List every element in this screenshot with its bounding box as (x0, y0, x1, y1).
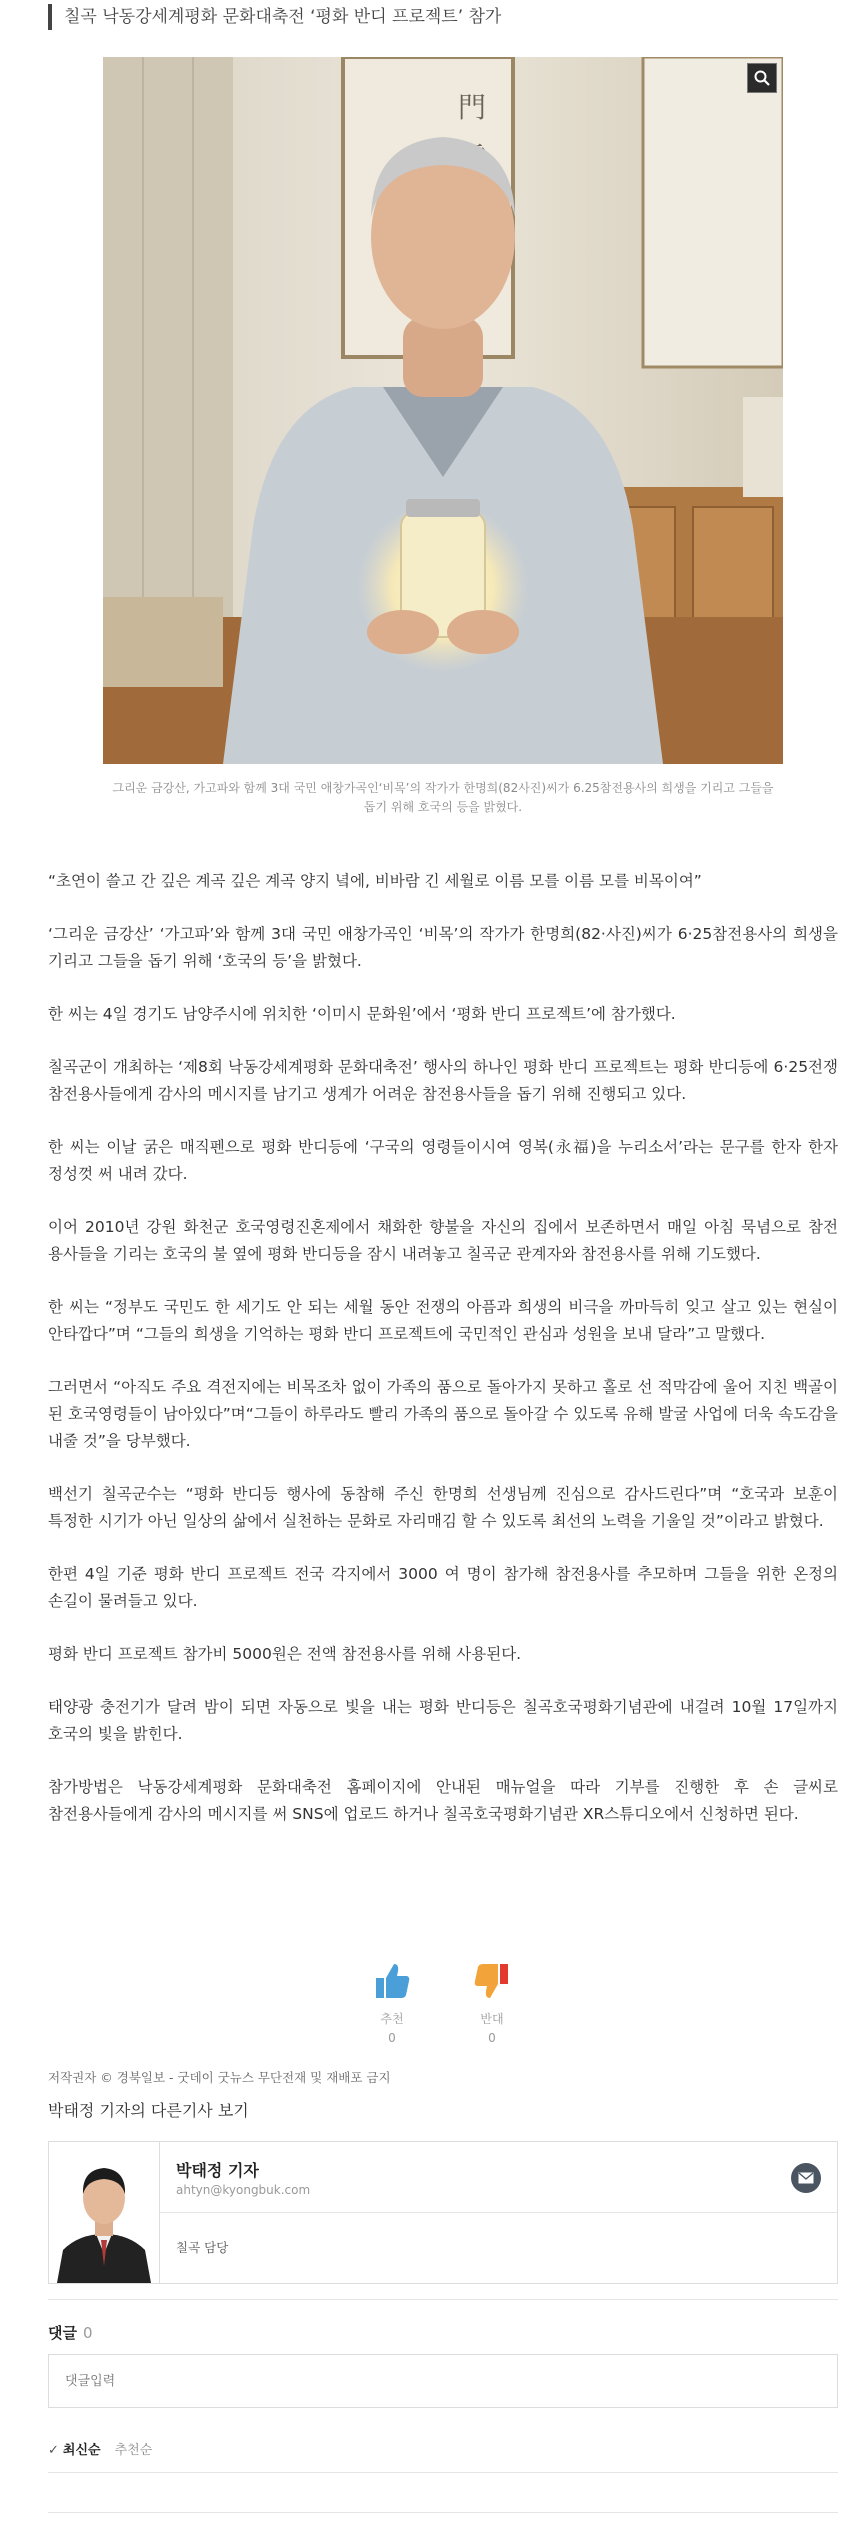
article-paragraph: 한 씨는 “정부도 국민도 한 세기도 안 되는 세월 동안 전쟁의 아픔과 희생의 비극을 까마득히 잊고 살고 있는 현실이 안타깝다”며 “그들의 희생을 기억하는 평화 반디 프로젝트에 국민적인 관심과 성원을 보내 달라”고 말했다. (48, 1298, 838, 1343)
comment-input[interactable] (48, 2354, 838, 2408)
article-paragraph: ‘그리운 금강산’ ‘가고파’와 함께 3대 국민 애창가곡인 ‘비목’의 작가가 한명희(82·사진)씨가 6·25참전용사의 희생을 기리고 그들을 돕기 위해 ‘호국의 등’을 밝혔다. (48, 925, 838, 970)
article-paragraph: 한편 4일 기준 평화 반디 프로젝트 전국 각지에서 3000 여 명이 참가해 참전용사를 추모하며 그들을 위한 온정의 손길이 물려들고 있다. (48, 1565, 838, 1610)
reporter-portrait-image (49, 2142, 159, 2283)
oppose-count: 0 (488, 2031, 496, 2045)
comments-title: 댓글 (48, 2324, 77, 2342)
reporter-name: 박태정 기자 (176, 2161, 259, 2180)
photo-illustration (103, 57, 783, 764)
copyright-notice: 저작권자 © 경북일보 - 굿데이 굿뉴스 무단전재 및 재배포 금지 (48, 2070, 391, 2085)
thumbs-up-icon (372, 1962, 412, 2000)
reporter-email: ahtyn@kyongbuk.com (176, 2183, 311, 2197)
article-paragraph: 그러면서 “아직도 주요 격전지에는 비목조차 없이 가족의 품으로 돌아가지 못하고 홀로 선 적막감에 울어 지친 백골이 된 호국영령들이 남아있다”며“그들이 하루라도 빨리 가족의 품으로 돌아갈 수 있도록 유해 발굴 사업에 더욱 속도감을 내줄 것”을 당부했다. (48, 1378, 838, 1450)
reporter-card (48, 2141, 838, 2284)
oppose-button[interactable] (462, 1962, 522, 2045)
photo-caption-line: 돕기 위해 호국의 등을 밝혔다. (363, 800, 523, 814)
section-divider (48, 2299, 838, 2300)
sort-recommended-tab[interactable]: 추천순 (114, 2443, 153, 2458)
svg-text:門: 門 (458, 91, 487, 124)
article-paragraph: 평화 반디 프로젝트 참가비 5000원은 전액 참전용사를 위해 사용된다. (48, 1645, 522, 1663)
article-paragraph: 칠곡군이 개최하는 ‘제8회 낙동강세계평화 문화대축전’ 행사의 하나인 평화 반디 프로젝트는 평화 반디등에 6·25전쟁 참전용사들에게 감사의 메시지를 남기고 생계가 어려운 참전용사들을 돕기 위해 진행되고 있다. (48, 1058, 838, 1103)
article-paragraph: “초연이 쓸고 간 깊은 계곡 깊은 계곡 양지 녘에, 비바람 긴 세월로 이름 모를 이름 모를 비목이여” (48, 872, 702, 890)
section-divider (48, 2472, 838, 2473)
checkmark-icon: ✓ (48, 2443, 59, 2458)
reporter-desk: 칠곡 담당 (176, 2240, 229, 2255)
recommend-button[interactable] (362, 1962, 422, 2045)
magnifier-icon (753, 69, 771, 87)
article-paragraph: 참가방법은 낙동강세계평화 문화대축전 홈페이지에 안내된 매뉴얼을 따라 기부를 진행한 후 손 글씨로 참전용사들에게 감사의 메시지를 써 SNS에 업로드 하거나 칠곡호국평화기념관 XR스튜디오에서 신청하면 된다. (48, 1778, 838, 1823)
comment-sort (48, 2439, 152, 2458)
sort-latest-label: 최신순 (62, 2443, 101, 2458)
reporter-divider (160, 2212, 837, 2213)
article-subtitle: 칠곡 낙동강세계평화 문화대축전 ‘평화 반디 프로젝트’ 참가 (48, 4, 501, 30)
photo-caption-line: 그리운 금강산, 가고파와 함께 3대 국민 애창가곡인‘비목’의 작가가 한명희(82사진)씨가 6.25참전용사의 희생을 기리고 그들을 (112, 781, 774, 795)
article-body (48, 868, 838, 1854)
article-paragraph: 태양광 충전기가 달려 밤이 되면 자동으로 빛을 내는 평화 반디등은 칠곡호국평화기념관에 내걸려 10월 17일까지 호국의 빛을 밝힌다. (48, 1698, 838, 1743)
envelope-icon (798, 2172, 814, 2184)
article-paragraph: 백선기 칠곡군수는 “평화 반디등 행사에 동참해 주신 한명희 선생님께 진심으로 감사드린다”며 “호국과 보훈이 특정한 시기가 아닌 일상의 삶에서 실천하는 문화로 자리매김 할 수 있도록 최선의 노력을 기울일 것”이라고 밝혔다. (48, 1485, 838, 1530)
recommend-count: 0 (388, 2031, 396, 2045)
section-divider (48, 2512, 838, 2513)
thumbs-down-icon (472, 1962, 512, 2000)
recommend-label: 추천 (380, 2012, 404, 2026)
article-paragraph: 이어 2010년 강원 화천군 호국영령진혼제에서 채화한 향불을 자신의 집에서 보존하면서 매일 아침 묵념으로 참전 용사들을 기리는 호국의 불 옆에 평화 반디등을 잠시 내려놓고 칠곡군 관계자와 참전용사를 위해 기도했다. (48, 1218, 838, 1263)
email-reporter-button[interactable] (791, 2163, 821, 2193)
oppose-label: 반대 (480, 2012, 504, 2026)
sort-latest-tab[interactable] (48, 2443, 101, 2458)
article-paragraph: 한 씨는 4일 경기도 남양주시에 위치한 ‘이미시 문화원’에서 ‘평화 반디 프로젝트’에 참가했다. (48, 1005, 676, 1023)
comments-header (48, 2322, 93, 2343)
zoom-button[interactable] (747, 63, 777, 93)
article-paragraph: 한 씨는 이날 굵은 매직펜으로 평화 반디등에 ‘구국의 영령들이시여 영복(永福)을 누리소서’라는 문구를 한자 한자 정성껏 써 내려 갔다. (48, 1138, 838, 1183)
article-photo (103, 57, 783, 764)
reporter-avatar (49, 2142, 160, 2283)
photo-caption (100, 779, 786, 817)
comments-count: 0 (82, 2324, 93, 2342)
reporter-more-articles-link[interactable]: 박태정 기자의 다른기사 보기 (48, 2101, 249, 2120)
